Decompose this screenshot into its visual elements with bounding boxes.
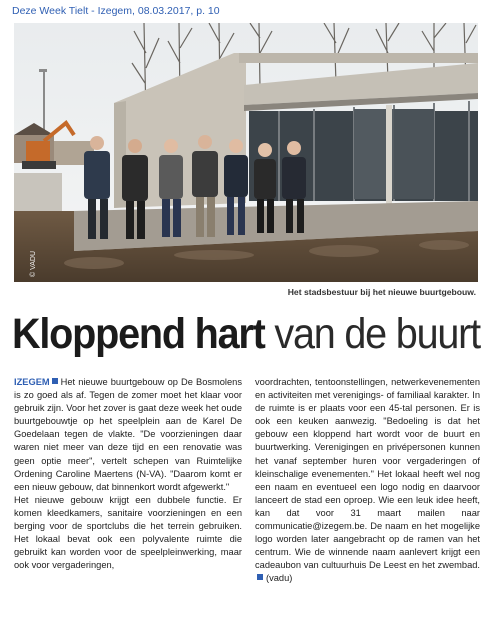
- article-column-2: [255, 376, 480, 586]
- paragraph: voordrachten, tentoonstellingen, netwerkevenementen en activiteiten met verenigings- of familiaal karakter. In de ruimte is er plaats voor een 45-tal personen. Er is ook een keuken aanwezig. "Bedoeling is dat het gebouw een kloppend hart wordt voor de buurt en buurtwerking. Verenigingen en privépersonen kunnen het vanaf september huren voor vergaderingen of kleinschalige evenementen." Het lokaal heeft wel nog een naam en eventueel een logo nodig en daarvoor lanceert de stad een oproep. Wie een leuk idee heeft, kan dat voor 31 maart mailen naar communicatie@izegem.be. De naam en het mogelijke logo worden later aangebracht op de ramen van het centrum. Wie de winnende naam aanlevert krijgt een cadeaubon van cultuurhuis De Leest en het zwembad.: [255, 377, 480, 571]
- paragraph: Het nieuwe buurtgebouw op De Bosmolens is zo goed als af. Tegen de zomer moet het klaar voor gebruik zijn. Voor het zover is gaat deze week het oude buurtgebouwtje op het speelplein aan de Karel De Goedelaan tegen de vlakte. "De voorzieningen daar waren niet meer van deze tijd en een renovatie was geen optie meer", vertelt schepen van Ruimtelijke Ordening Caroline Maertens (N-VA). "Daarom komt er een nieuw gebouw, dat binnenkort wordt afgewerkt.": [14, 377, 242, 492]
- dateline: IZEGEM: [14, 377, 50, 387]
- article-photo: [14, 23, 478, 282]
- end-mark-icon: [257, 574, 263, 580]
- headline-light: van de buurt: [274, 310, 480, 358]
- source-line: Deze Week Tielt - Izegem, 08.03.2017, p. 10: [12, 5, 220, 17]
- square-bullet-icon: [52, 378, 58, 384]
- paragraph: Het nieuwe gebouw krijgt een dubbele functie. Er komen kleedkamers, sanitaire voorzieningen en een berging voor de sportclubs die het terrein gebruiken. Het lokaal bevat ook een polyvalente ruimte die gebruikt kan worden voor de speelpleinwerking, maar ook voor vergaderingen,: [14, 494, 242, 571]
- photo-caption: Het stadsbestuur bij het nieuwe buurtgebouw.: [287, 287, 476, 297]
- author-signature: (vadu): [266, 573, 293, 584]
- photo-credit: © VADU: [30, 250, 37, 277]
- article-column-1: [14, 376, 242, 572]
- headline-bold: Kloppend hart: [12, 310, 265, 358]
- headline: [12, 308, 480, 360]
